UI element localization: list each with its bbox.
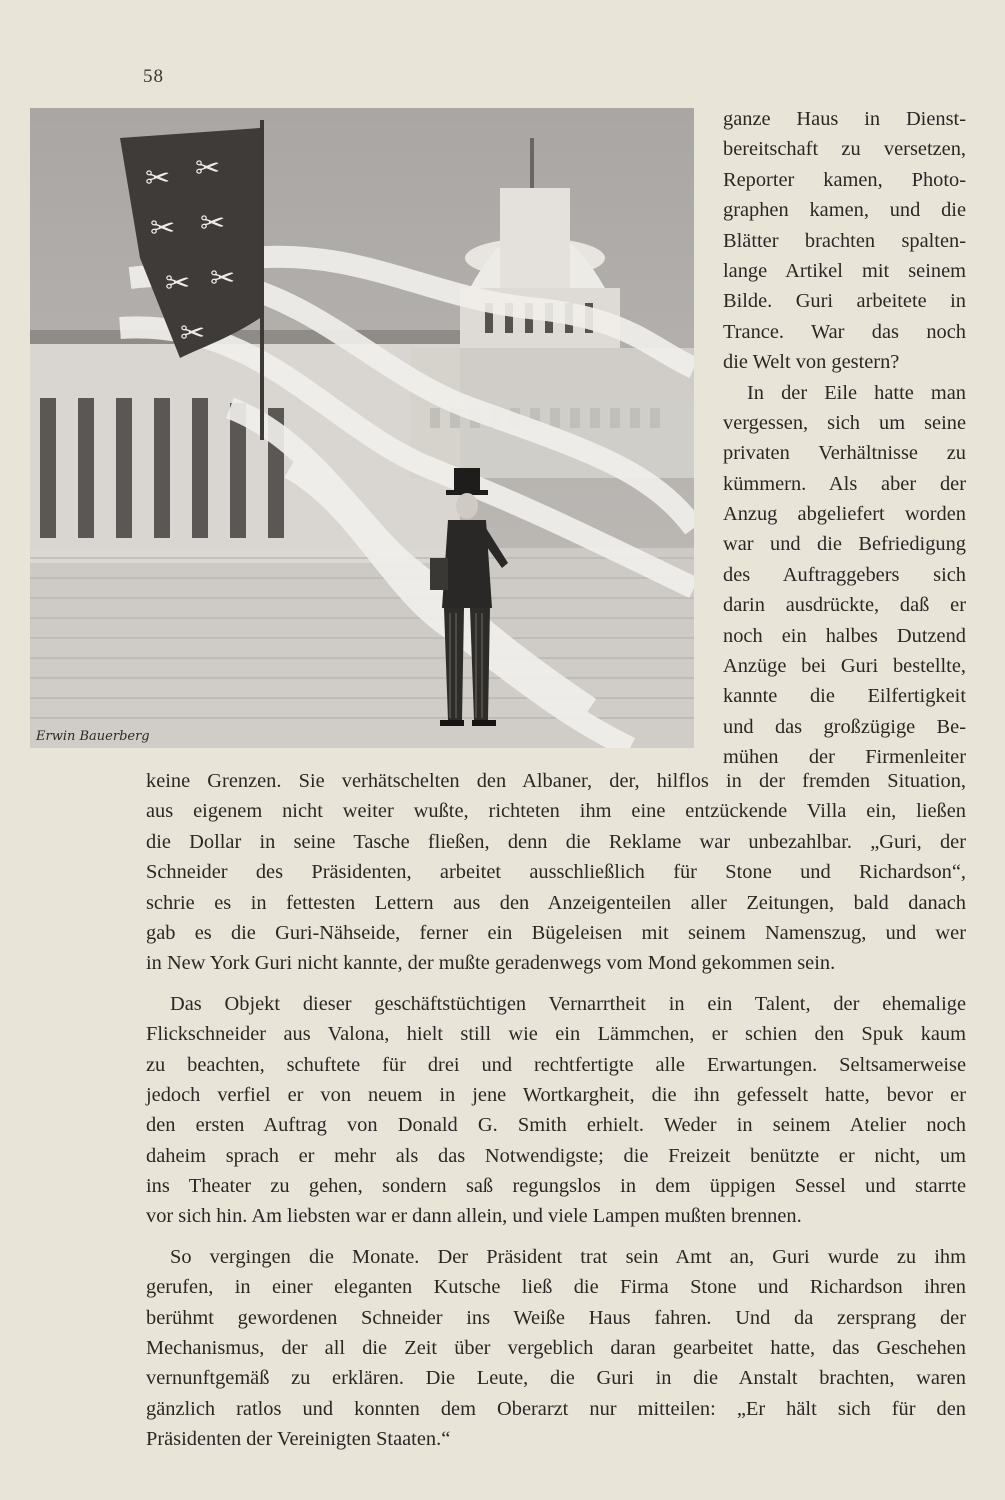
- text-line: Bilde. Guri arbeitete in: [723, 290, 966, 313]
- text-line: ganze Haus in Dienst-: [723, 108, 966, 130]
- text-line: des Auftraggebers sich: [723, 563, 966, 586]
- svg-text:✂: ✂: [200, 206, 226, 241]
- text-line: war und die Befriedigung: [723, 533, 966, 556]
- text-line: Reporter kamen, Photo-: [723, 168, 966, 191]
- text-line: vor sich hin. Am liebsten war er dann allein, und viele Lampen mußten brennen.: [146, 1205, 802, 1228]
- text-line: lange Artikel mit seinem: [723, 259, 966, 282]
- side-text-column: [723, 104, 966, 773]
- text-line: gerufen, in einer eleganten Kutsche ließ die Firma Stone und Richardson ihren: [146, 1276, 966, 1299]
- text-line: die Dollar in seine Tasche fließen, denn die Reklame war unbezahlbar. „Guri, der: [146, 830, 966, 853]
- text-line: keine Grenzen. Sie verhätschelten den Albaner, der, hilflos in der fremden Situation,: [146, 770, 966, 792]
- text-line: gab es die Guri-Nähseide, ferner ein Bügeleisen mit seinem Namenszug, und wer: [146, 921, 966, 944]
- text-line: Trance. War das noch: [723, 320, 966, 343]
- text-line: So vergingen die Monate. Der Präsident trat sein Amt an, Guri wurde zu ihm: [170, 1245, 966, 1268]
- page-number: 58: [143, 66, 164, 87]
- svg-text:✂: ✂: [165, 266, 191, 301]
- text-line: Mechanismus, der all die Zeit über vergeblich daran gearbeitet hatte, das Geschehen: [146, 1337, 966, 1360]
- text-line: In der Eile hatte man: [747, 381, 966, 404]
- text-line: privaten Verhältnisse zu: [723, 442, 966, 465]
- text-line: Das Objekt dieser geschäftstüchtigen Vernarrtheit in ein Talent, der ehemalige: [170, 992, 966, 1015]
- svg-text:✂: ✂: [180, 316, 206, 351]
- text-line: Blätter brachten spalten-: [723, 229, 966, 252]
- text-line: vernunftgemäß zu erklären. Die Leute, die Guri in die Anstalt brachten, waren: [146, 1367, 966, 1390]
- capitol-illustration: [30, 108, 694, 748]
- svg-text:✂: ✂: [195, 151, 221, 186]
- artist-signature: Erwin Bauerberg: [36, 729, 150, 744]
- text-line: kümmern. Als aber der: [723, 472, 966, 495]
- text-line: die Welt von gestern?: [723, 351, 900, 374]
- text-line: daheim sprach er mehr als das Notwendigste; die Freizeit benützte er nicht, um: [146, 1144, 966, 1167]
- text-line: und das großzügige Be-: [723, 715, 966, 738]
- paragraph-3: [146, 1242, 966, 1455]
- svg-text:✂: ✂: [150, 211, 176, 246]
- text-line: darin ausdrückte, daß er: [723, 594, 966, 617]
- text-line: Anzüge bei Guri bestellte,: [723, 655, 966, 678]
- svg-text:✂: ✂: [145, 161, 171, 196]
- paragraph-1: [146, 766, 966, 979]
- text-line: mühen der Firmenleiter: [723, 746, 966, 769]
- text-line: Flickschneider aus Valona, hielt still wie ein Lämmchen, er schien den Spuk kaum: [146, 1023, 966, 1046]
- text-line: kannte die Eilfertigkeit: [723, 685, 966, 708]
- text-line: jedoch verfiel er von neuem in jene Wortkargheit, die ihn gefesselt hatte, bevor er: [146, 1083, 966, 1106]
- text-line: berühmt gewordenen Schneider ins Weiße Haus fahren. Und da zersprang der: [146, 1306, 966, 1329]
- text-line: aus eigenem nicht weiter wußte, richteten ihm eine entzückende Villa ein, ließen: [146, 800, 966, 823]
- body-text: [146, 766, 966, 1455]
- text-line: Schneider des Präsidenten, arbeitet ausschließlich für Stone und Richardson“,: [146, 861, 966, 884]
- text-line: Anzug abgeliefert worden: [723, 503, 966, 526]
- text-line: gänzlich ratlos und konnten dem Oberarzt nur mitteilen: „Er hält sich für den: [146, 1397, 966, 1420]
- text-line: schrie es in fettesten Lettern aus den Anzeigenteilen aller Zeitungen, bald danach: [146, 891, 966, 914]
- text-line: graphen kamen, und die: [723, 199, 966, 222]
- text-line: Präsidenten der Vereinigten Staaten.“: [146, 1428, 451, 1451]
- text-line: in New York Guri nicht kannte, der mußte geradenwegs vom Mond gekommen sein.: [146, 952, 836, 975]
- paragraph-2: [146, 989, 966, 1232]
- text-line: den ersten Auftrag von Donald G. Smith erhielt. Weder in seinem Atelier noch: [146, 1114, 966, 1137]
- text-line: vergessen, sich um seine: [723, 411, 966, 434]
- text-line: ins Theater zu gehen, sondern saß regungslos in dem üppigen Sessel und starrte: [146, 1175, 966, 1198]
- text-line: zu beachten, schuftete für drei und rechtfertigte alle Erwartungen. Seltsamerweise: [146, 1053, 966, 1076]
- text-line: noch ein halbes Dutzend: [723, 624, 966, 647]
- text-line: bereitschaft zu versetzen,: [723, 138, 966, 161]
- svg-text:✂: ✂: [210, 261, 236, 296]
- capitol-flag-tailor-illustration-icon: [30, 108, 694, 748]
